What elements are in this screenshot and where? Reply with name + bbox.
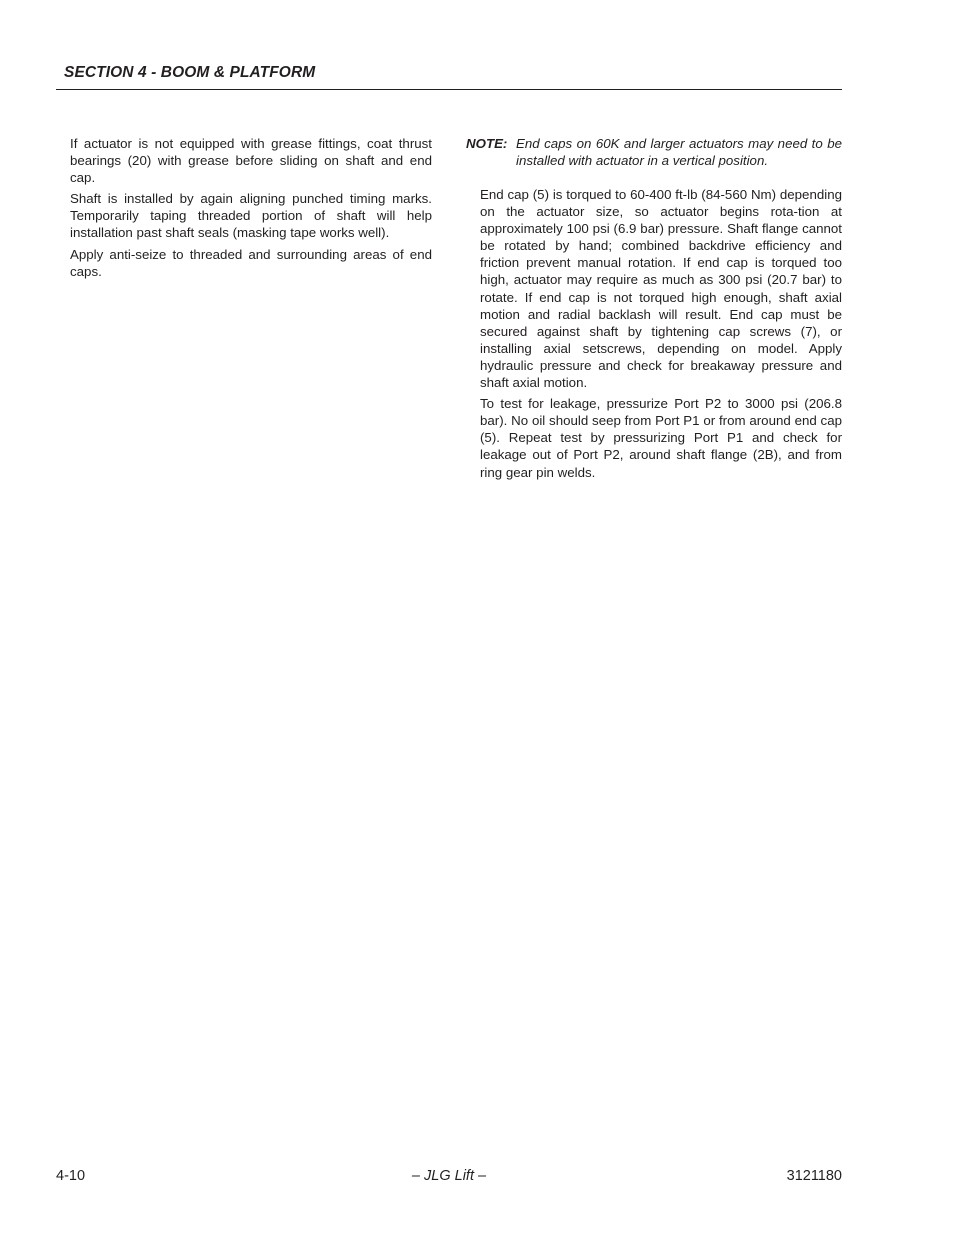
left-column <box>70 135 432 284</box>
paragraph-shaft-install: Shaft is installed by again aligning punched timing marks. Temporarily taping threaded portion of shaft will help installation past shaft seals (masking tape works well). <box>70 191 432 241</box>
paragraph-leakage-test: To test for leakage, pressurize Port P2 to 3000 psi (206.8 bar). No oil should seep from Port P1 or from around end cap (5). Repeat test by pressurizing Port P1 and check for leakage out of Port P2, around shaft flange (2B), and from ring gear pin welds. <box>480 396 842 480</box>
paragraph-anti-seize: Apply anti-seize to threaded and surrounding areas of end caps. <box>70 246 432 279</box>
note-text: End caps on 60K and larger actuators may need to be installed with actuator in a vertical position. <box>516 136 842 169</box>
section-title: SECTION 4 - BOOM & PLATFORM <box>64 64 316 81</box>
note-label: NOTE: <box>466 136 508 151</box>
paragraph-grease-bearings: If actuator is not equipped with grease fittings, coat thrust bearings (20) with grease before sliding on shaft and end cap. <box>70 136 432 186</box>
header-divider <box>56 89 842 90</box>
paragraph-end-cap-torque: End cap (5) is torqued to 60-400 ft-lb (84-560 Nm) depending on the actuator size, so actuator begins rota-tion at approximately 100 psi (6.9 bar) pressure. Shaft flange cannot be rotated by hand; combined backdrive efficiency and friction prevent manual rotation. If end cap is torqued too high, actuator may require as much as 300 psi (20.7 bar) to rotate. If end cap is not torqued high enough, shaft axial motion and radial backlash will result. End cap must be secured against shaft by tightening cap screws (7), or installing axial setscrews, depending on model. Apply hydraulic pressure and check for breakaway pressure and shaft axial motion. <box>480 187 842 391</box>
page-number: 4-10 <box>56 1168 86 1184</box>
right-column <box>480 186 842 485</box>
footer-brand: – JLG Lift – <box>411 1168 487 1184</box>
note-block <box>466 135 842 169</box>
document-number: 3121180 <box>786 1168 842 1184</box>
